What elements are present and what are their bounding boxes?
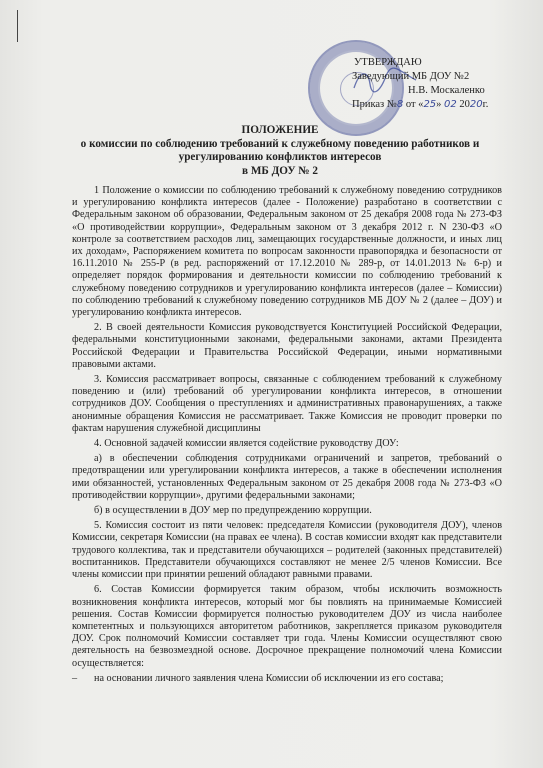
order-day: 25	[423, 99, 437, 110]
document-body	[72, 185, 502, 688]
order-end: г.	[482, 99, 489, 110]
title-heading: ПОЛОЖЕНИЕ	[241, 124, 319, 136]
paragraph-4: 4. Основной задачей комиссии является содействие руководству ДОУ:	[94, 438, 399, 450]
paragraph-5: 5. Комиссия состоит из пяти человек: председателя Комиссии (руководителя ДОУ), членов Комиссии, секретаря Комиссии (на правах ее члена). В состав комиссии входят как представители трудового коллектива, так и представители обучающихся – родителей (законных представителей) воспитанников. Представители обучающихся составляют не менее 2/5 членов Комиссии. Все члены комиссии при принятии решений обладают равными правами.	[72, 520, 502, 581]
order-number: 8	[396, 99, 404, 110]
paragraph-3: 3. Комиссия рассматривает вопросы, связанные с соблюдением требований к служебному поведению и (или) требований об урегулировании конфликта интересов, в отношении сотрудников ДОУ. Сообщения о преступлениях и административных правонарушениях, а также анонимные обращения Комиссия не рассматривает. Также Комиссия не проводит проверки по фактам нарушения служебной дисциплины	[72, 374, 502, 434]
approval-position: Заведующий МБ ДОУ №2	[352, 71, 470, 82]
title-line-4: в МБ ДОУ № 2	[241, 164, 318, 177]
binder-line	[17, 10, 18, 42]
order-year-prefix: 20	[456, 99, 470, 110]
paragraph-1: 1 Положение о комиссии по соблюдению требований к служебному поведению сотрудников и урегулированию конфликта интересов (далее - Положение) разработано в соответствии с Федеральным законом об образовании, Федеральным законом от 25 декабря 2008 года № 273-ФЗ «О противодействии коррупции», Федеральным законом от 3 декабря 2012 г. N 230-ФЗ «О контроле за соответствием расходов лиц, замещающих государственные должности, и иных лиц их доходам», Распоряжением комитета по вопросам законности правопорядка и безопасности от 16.11.2010 № 255-Р (в ред. распоряжений от 17.12.2010 № 289-р, от 14.01.2013 № 6-р) и определяет порядок формирования и деятельности комиссии по соблюдению требований к служебному поведению сотрудников и урегулированию конфликта интересов (далее – Комиссии) по соблюдению требований к служебному поведению сотрудников МБ ДОУ № 2 (далее – ДОУ) и урегулированию конфликта интересов.	[72, 185, 502, 319]
paragraph-4a: а) в обеспечении соблюдения сотрудниками ограничений и запретов, требований о предотвращении или урегулировании конфликта интересов, а также в обеспечении исполнения ими обязанностей, установленных Федеральным законом от 25 декабря 2008 года № 273-ФЗ «О противодействии коррупции», другими федеральными законами;	[72, 453, 502, 501]
approval-order	[352, 98, 512, 112]
approval-name: Н.В. Москаленко	[408, 85, 485, 96]
list-item-text: на основании личного заявления члена Комиссии об исключении из его состава;	[94, 672, 444, 684]
dash-mark: –	[72, 672, 78, 684]
title-line-2: о комиссии по соблюдению требований к служебному поведению работников и	[80, 137, 480, 150]
list-item	[72, 673, 502, 685]
title-line-3: урегулированию конфликтов интересов	[178, 151, 382, 163]
order-mid: »	[436, 99, 445, 110]
approval-block	[352, 56, 512, 112]
order-prefix: Приказ №	[352, 99, 397, 110]
order-from: от «	[405, 99, 424, 110]
document-title	[60, 124, 500, 178]
paragraph-6: 6. Состав Комиссии формируется таким образом, чтобы исключить возможность возникновения конфликта интересов, который мог бы повлиять на принимаемые Комиссией решения. Состав Комиссии формируется полностью руководителем ДОУ из числа наиболее компетентных и пользующихся авторитетом работников, закрепляется приказом руководителя ДОУ. Срок полномочий Комиссии составляет три года. Члены Комиссии осуществляют свою деятельность на безвозмездной основе. Досрочное прекращение полномочий члена Комиссии осуществляется:	[72, 584, 502, 669]
approval-label: УТВЕРЖДАЮ	[354, 57, 422, 68]
paragraph-2: 2. В своей деятельности Комиссия руководствуется Конституцией Российской Федерации, федеральными конституционными законами, федеральными законами, актами Президента Российской Федерации и Правительства Российской Федерации, иными нормативными правовыми актами.	[72, 322, 502, 370]
order-month: 02	[444, 99, 457, 110]
paragraph-4b: б) в осуществлении в ДОУ мер по предупреждению коррупции.	[94, 505, 372, 517]
order-year-suffix: 20	[469, 99, 483, 110]
